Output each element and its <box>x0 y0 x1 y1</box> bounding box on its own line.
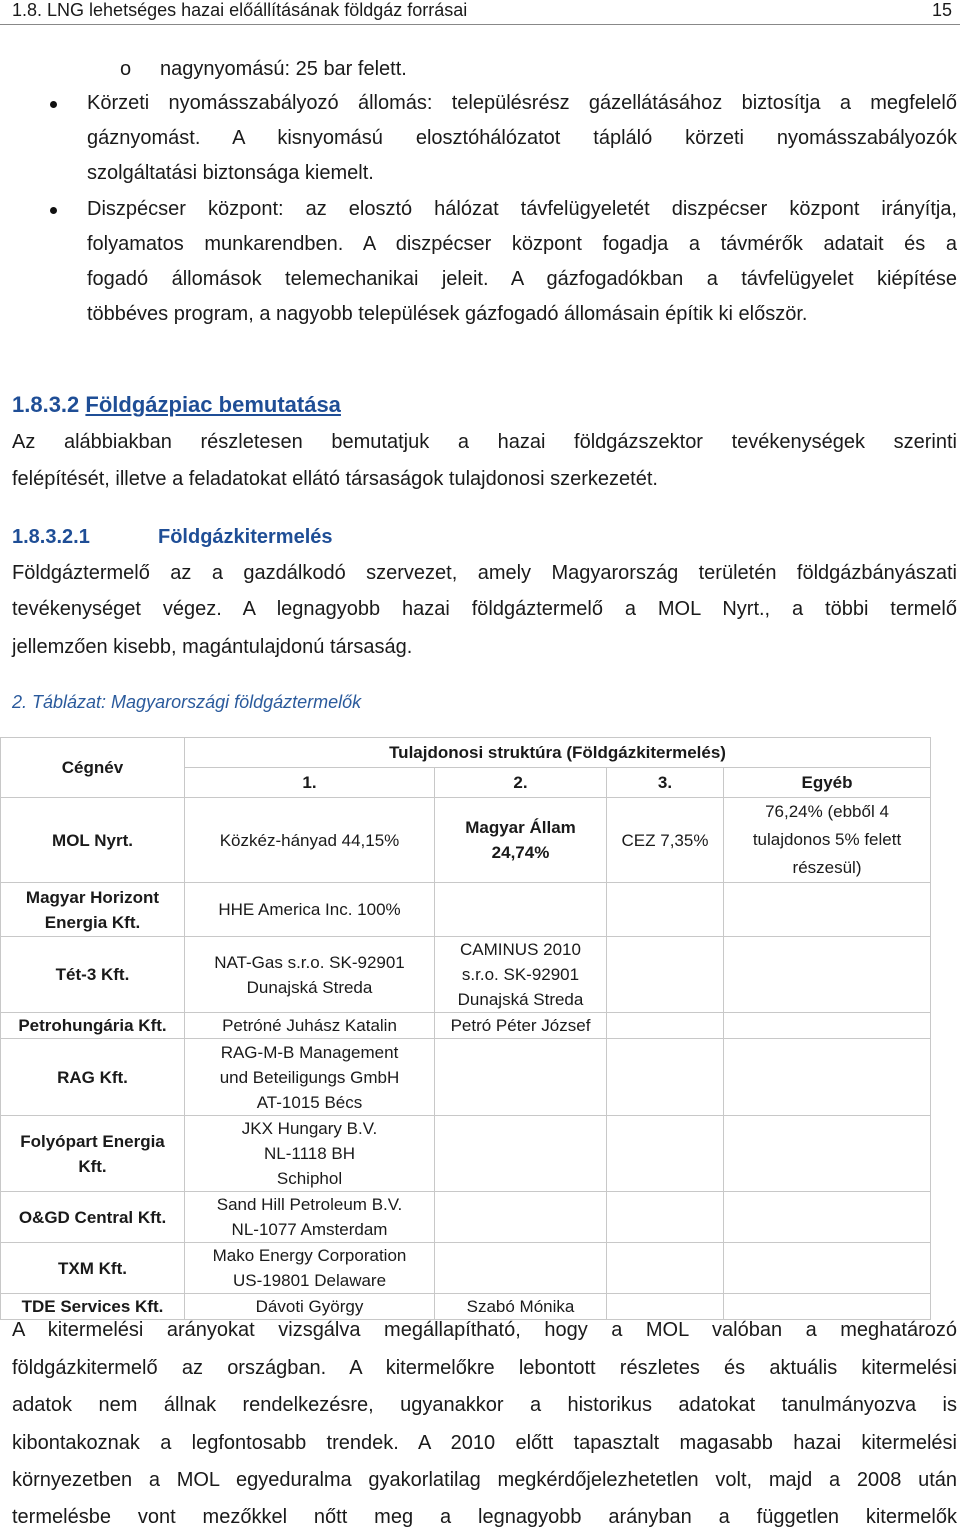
bullet-line: többéves program, a nagyobb települések gázfogadó állomásain építik ki először. <box>87 303 808 325</box>
owner-cell <box>607 1116 724 1192</box>
col-header: 3. <box>607 768 724 798</box>
section-heading <box>12 392 341 418</box>
section-number: 1.8.3.2 <box>12 392 80 417</box>
company-cell: Magyar Horizont Energia Kft. <box>1 883 185 937</box>
subsection-number: 1.8.3.2.1 <box>12 526 90 548</box>
owner-cell: Magyar Állam 24,74% <box>435 798 607 883</box>
owner-cell: HHE America Inc. 100% <box>185 883 435 937</box>
owner-cell <box>607 883 724 937</box>
paragraph-line: Az alábbiakban részletesen bemutatjuk a hazai földgázszektor tevékenységek szerinti <box>12 431 957 453</box>
paragraph-line: környezetben a MOL egyeduralma gyakorlatilag megkérdőjelezhetetlen volt, majd a 2008 után <box>12 1469 957 1491</box>
company-cell: TXM Kft. <box>1 1243 185 1294</box>
table-row <box>1 1013 931 1039</box>
owner-cell <box>435 1192 607 1243</box>
owner-cell: RAG-M-B Management und Beteiligungs GmbH AT-1015 Bécs <box>185 1039 435 1116</box>
subsection-title: Földgázkitermelés <box>158 526 333 548</box>
company-cell: TDE Services Kft. <box>1 1294 185 1320</box>
table-row <box>1 1116 931 1192</box>
owner-cell <box>724 1294 931 1320</box>
paragraph-line: jellemzően kisebb, magántulajdonú társaság. <box>12 636 413 658</box>
paragraph-line: tevékenységet végez. A legnagyobb hazai földgáztermelő a MOL Nyrt., a többi termelő <box>12 598 957 620</box>
owner-cell: Szabó Mónika <box>435 1294 607 1320</box>
owner-cell <box>435 1039 607 1116</box>
paragraph-line: földgázkitermelő az országban. A kitermelőkre lebontott részletes és aktuális kitermelési <box>12 1357 957 1379</box>
page-header <box>0 0 960 25</box>
group-header: Tulajdonosi struktúra (Földgázkitermelés) <box>185 738 931 768</box>
owner-cell <box>435 1116 607 1192</box>
table-row <box>1 883 931 937</box>
bullet-dot <box>50 101 57 108</box>
bullet-line: fogadó állomások telemechanikai jeleit. A gázfogadókban a távfelügyelet kiépítése <box>87 268 957 290</box>
owner-cell <box>724 1039 931 1116</box>
table-row <box>1 1192 931 1243</box>
bullet-line: Diszpécser központ: az elosztó hálózat távfelügyeletét diszpécser központ irányítja, <box>87 198 957 220</box>
table-row <box>1 1243 931 1294</box>
col-header: 1. <box>185 768 435 798</box>
paragraph-line: termelésbe vont mezőkkel nőtt meg a legnagyobb arányban a független kitermelők <box>12 1506 957 1528</box>
sub-bullet-marker: o <box>120 58 132 80</box>
owner-cell <box>724 937 931 1013</box>
owner-cell: NAT-Gas s.r.o. SK-92901 Dunajská Streda <box>185 937 435 1013</box>
owner-cell: Petróné Juhász Katalin <box>185 1013 435 1039</box>
table-row <box>1 937 931 1013</box>
paragraph-line: A kitermelési arányokat vizsgálva megállapítható, hogy a MOL valóban a meghatározó <box>12 1319 957 1341</box>
header-title: 1.8. LNG lehetséges hazai előállításának földgáz forrásai <box>12 0 468 20</box>
col-header-company: Cégnév <box>1 738 185 798</box>
table-row <box>1 1039 931 1116</box>
owner-cell: Dávoti György <box>185 1294 435 1320</box>
paragraph-line: felépítését, illetve a feladatokat ellátó társaságok tulajdonosi szerkezetét. <box>12 468 658 490</box>
company-cell: Petrohungária Kft. <box>1 1013 185 1039</box>
owner-cell: JKX Hungary B.V. NL-1118 BH Schiphol <box>185 1116 435 1192</box>
owner-cell: Mako Energy Corporation US-19801 Delaware <box>185 1243 435 1294</box>
company-cell: Folyópart Energia Kft. <box>1 1116 185 1192</box>
col-header: 2. <box>435 768 607 798</box>
owner-cell: CEZ 7,35% <box>607 798 724 883</box>
owner-cell <box>724 1243 931 1294</box>
company-cell: MOL Nyrt. <box>1 798 185 883</box>
owner-cell: 76,24% (ebből 4 tulajdonos 5% felett részesül) <box>724 798 931 883</box>
producers-table <box>0 737 931 1320</box>
owner-cell: Petró Péter József <box>435 1013 607 1039</box>
owner-cell <box>724 1013 931 1039</box>
sub-bullet-text: nagynyomású: 25 bar felett. <box>160 58 407 80</box>
company-cell: O&GD Central Kft. <box>1 1192 185 1243</box>
owner-cell <box>724 883 931 937</box>
company-cell: Tét-3 Kft. <box>1 937 185 1013</box>
owner-cell <box>607 1013 724 1039</box>
owner-cell: Közkéz-hányad 44,15% <box>185 798 435 883</box>
col-header: Egyéb <box>724 768 931 798</box>
owner-cell <box>724 1116 931 1192</box>
owner-cell: Sand Hill Petroleum B.V. NL-1077 Amsterdam <box>185 1192 435 1243</box>
owner-cell <box>607 1294 724 1320</box>
bullet-line: folyamatos munkarendben. A diszpécser központ fogadja a távmérők adatait és a <box>87 233 957 255</box>
section-title-link[interactable]: Földgázpiac bemutatása <box>85 392 341 417</box>
owner-cell <box>607 1192 724 1243</box>
page-number: 15 <box>931 0 952 20</box>
paragraph-line: Földgáztermelő az a gazdálkodó szervezet, amely Magyarország területén földgázbányászati <box>12 562 957 584</box>
paragraph-line: adatok nem állnak rendelkezésre, ugyanakkor a historikus adatokat tanulmányozva is <box>12 1394 957 1416</box>
bullet-line: Körzeti nyomásszabályozó állomás: településrész gázellátásához biztosítja a megfelelő <box>87 92 957 114</box>
owner-cell <box>724 1192 931 1243</box>
company-cell: RAG Kft. <box>1 1039 185 1116</box>
owner-cell <box>607 937 724 1013</box>
owner-cell <box>607 1243 724 1294</box>
paragraph-line: kibontakoznak a legfontosabb trendek. A 2010 előtt tapasztalt magasabb hazai kitermelési <box>12 1432 957 1454</box>
owner-cell: CAMINUS 2010 s.r.o. SK-92901 Dunajská Streda <box>435 937 607 1013</box>
owner-cell <box>435 883 607 937</box>
bullet-line: szolgáltatási biztonsága kiemelt. <box>87 162 374 184</box>
bullet-dot <box>50 207 57 214</box>
owner-cell <box>607 1039 724 1116</box>
bullet-line: gáznyomást. A kisnyomású elosztóhálózatot tápláló körzeti nyomásszabályozók <box>87 127 957 149</box>
table-caption: 2. Táblázat: Magyarországi földgáztermelők <box>12 692 362 712</box>
owner-cell <box>435 1243 607 1294</box>
table-row <box>1 1294 931 1320</box>
table-row <box>1 798 931 883</box>
